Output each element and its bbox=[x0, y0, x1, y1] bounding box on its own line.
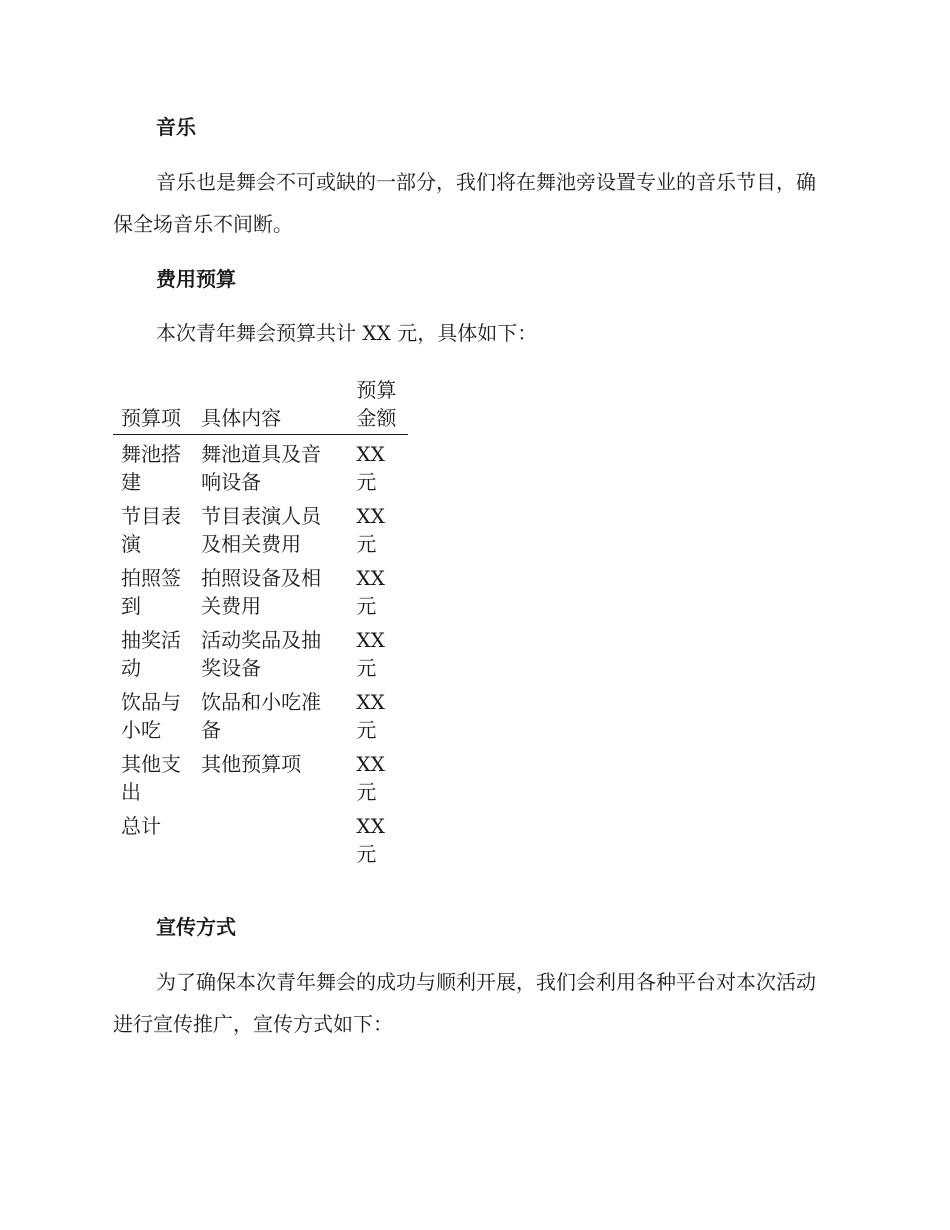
cell-details: 其他预算项 bbox=[201, 752, 302, 776]
cell-item: 抽奖活动 bbox=[121, 628, 181, 680]
cell-amount: XX 元 bbox=[356, 690, 385, 742]
cell-item: 节目表演 bbox=[121, 504, 181, 556]
header-amount: 预算金额 bbox=[348, 372, 408, 435]
table-header-row bbox=[113, 372, 408, 435]
cell-amount: XX 元 bbox=[356, 442, 385, 494]
music-paragraph: 音乐也是舞会不可或缺的一部分，我们将在舞池旁设置专业的音乐节目，确保全场音乐不间断。 bbox=[113, 170, 816, 236]
table-row bbox=[113, 435, 408, 498]
table-row bbox=[113, 745, 408, 807]
table-row bbox=[113, 683, 408, 745]
cell-details: 舞池道具及音响设备 bbox=[201, 442, 322, 494]
cell-details: 饮品和小吃准备 bbox=[201, 690, 322, 742]
cell-item: 饮品与小吃 bbox=[121, 690, 181, 742]
table-row bbox=[113, 621, 408, 683]
cell-amount: XX 元 bbox=[356, 628, 385, 680]
cell-amount: XX 元 bbox=[356, 566, 385, 618]
cell-details: 拍照设备及相关费用 bbox=[201, 566, 322, 618]
table-row bbox=[113, 559, 408, 621]
cell-details: 活动奖品及抽奖设备 bbox=[201, 628, 322, 680]
budget-intro-paragraph: 本次青年舞会预算共计 XX 元，具体如下： bbox=[156, 321, 538, 345]
header-budget-item: 预算项 bbox=[113, 372, 193, 435]
header-details: 具体内容 bbox=[193, 372, 348, 435]
cell-amount: XX 元 bbox=[356, 752, 385, 804]
cell-amount: XX 元 bbox=[356, 504, 385, 556]
budget-table bbox=[113, 372, 408, 869]
table-row-total bbox=[113, 807, 408, 869]
cell-item: 其他支出 bbox=[121, 752, 181, 804]
cell-item: 拍照签到 bbox=[121, 566, 181, 618]
music-heading: 音乐 bbox=[156, 115, 196, 139]
cell-details: 节目表演人员及相关费用 bbox=[201, 504, 322, 556]
table-row bbox=[113, 497, 408, 559]
cell-details bbox=[193, 807, 348, 869]
cell-item: 舞池搭建 bbox=[121, 442, 181, 494]
promotion-paragraph: 为了确保本次青年舞会的成功与顺利开展，我们会利用各种平台对本次活动进行宣传推广，宣传方式如下： bbox=[113, 970, 816, 1036]
budget-heading: 费用预算 bbox=[156, 267, 236, 291]
promotion-heading: 宣传方式 bbox=[156, 915, 236, 939]
cell-item: 总计 bbox=[121, 814, 161, 838]
cell-amount: XX 元 bbox=[356, 814, 385, 866]
